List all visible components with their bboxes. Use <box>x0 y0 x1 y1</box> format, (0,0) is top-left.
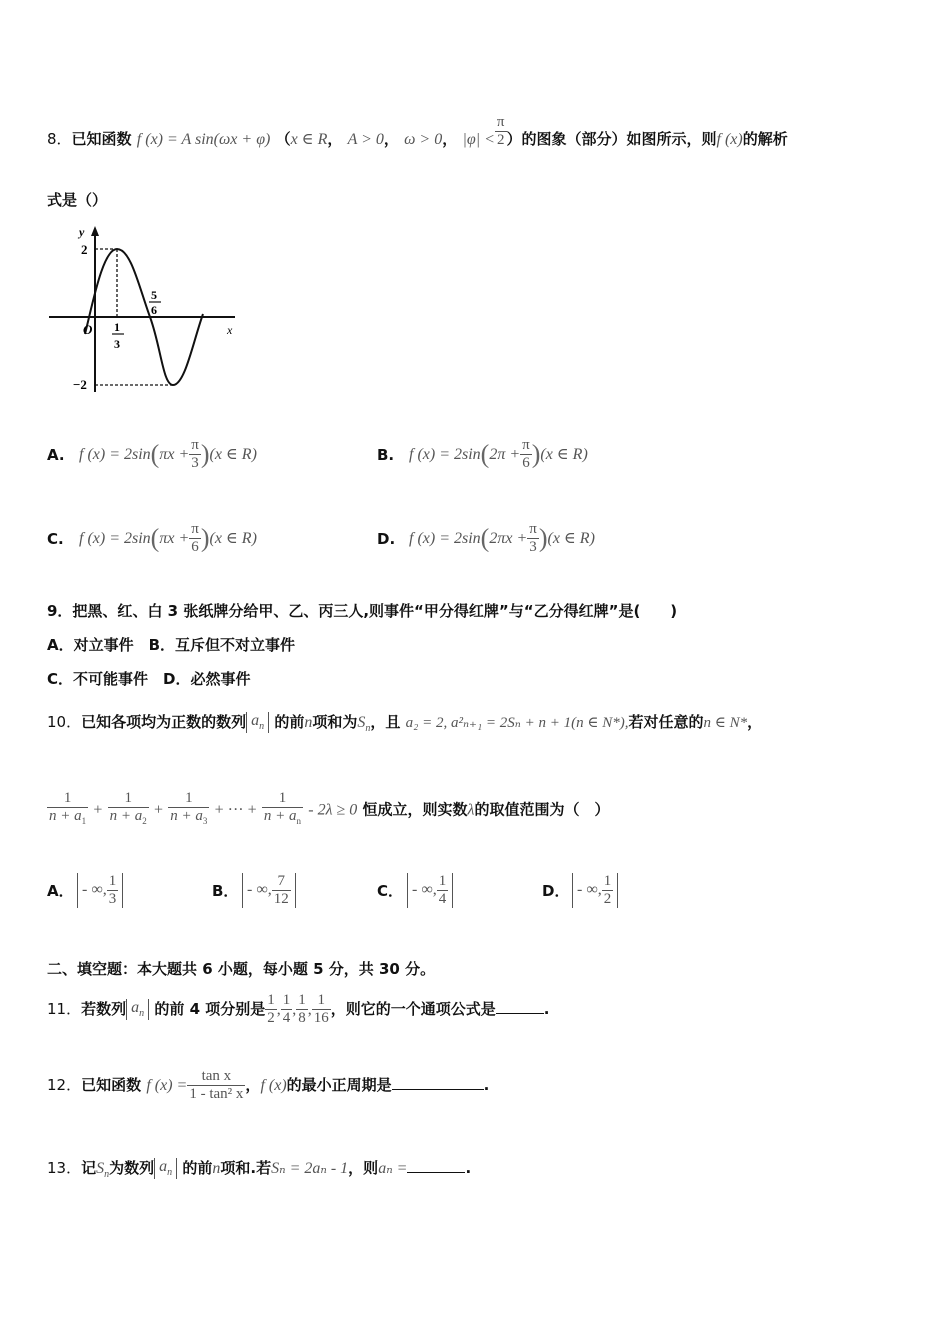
q8-line1: 8．已知函数 f (x) = A sin(ωx + φ) （x ∈ R， A > 0， ω > 0， |φ| < $\frac{\pi}{2}$ ）的图象（部分）如图所示，则f (x)的解析 <box>47 114 788 148</box>
tick-1-3-num: 1 <box>114 320 120 334</box>
tick-5-6-den: 6 <box>151 303 157 317</box>
q11-answer-blank[interactable] <box>496 1013 544 1014</box>
q10-option-d[interactable]: D． - ∞, $\frac{1}{2}$ <box>542 873 618 908</box>
q8-cond-a: A > 0 <box>347 131 384 148</box>
x-label: x <box>227 323 233 337</box>
y-axis-arrow <box>91 226 99 236</box>
tick-5-6-num: 5 <box>151 288 157 302</box>
q12-line: 12．已知函数 f (x) = $\frac{\text{tan x}}{\text{1 - tan² x}}$ ，f (x)的最小正周期是 . <box>47 1068 490 1102</box>
q8-pi-over-2: $\frac{\pi}{2}$ <box>496 114 505 148</box>
q10-line2: $\frac{1}{n + a_1}$ + $\frac{1}{n + a_2}$ + $\frac{1}{n + a_3}$ + ··· + $\frac{1}{n + a_n}$ - 2λ ≥ 0 恒成立，则实数λ的取值范围为（ ） <box>47 790 609 830</box>
q8-line2: 式是（） <box>47 191 108 209</box>
origin-label: O <box>83 322 93 337</box>
q10-seq-an: $a_n$ <box>246 712 269 732</box>
q8-option-d[interactable]: D. f (x) = 2sin(2πx + $\frac{\pi}{3}$ )(x ∈ R) <box>377 521 595 555</box>
q10-line1: 10．已知各项均为正数的数列 $a_n$ 的前n项和为$S_n$，且 a₂ = 2, a²ₙ₊₁ = 2Sₙ + n + 1(n ∈ N*),若对任意的n ∈ N*， <box>47 712 763 735</box>
q13-answer-blank[interactable] <box>407 1172 465 1173</box>
q12-fraction: $\frac{\text{tan x}}{\text{1 - tan² x}}$ <box>189 1068 244 1102</box>
q8-fx: f (x) <box>716 131 743 148</box>
y-min-label: −2 <box>73 377 87 392</box>
sum-term-1: $\frac{1}{n + a_1}$ <box>47 790 88 830</box>
q10-condition: a₂ = 2, a²ₙ₊₁ = 2Sₙ + n + 1 <box>405 715 572 731</box>
q9-stem: 9．把黑、红、白 3 张纸牌分给甲、乙、丙三人,则事件“甲分得红牌”与“乙分得红牌”是( ) <box>47 602 678 620</box>
section-2-heading: 二、填空题：本大题共 6 小题，每小题 5 分，共 30 分。 <box>47 960 436 978</box>
q8-function-expr: f (x) = A sin(ωx + φ) <box>136 131 271 148</box>
q8-option-a[interactable]: A. f (x) = 2sin(πx + $\frac{\pi}{3}$ )(x ∈ R) <box>47 437 257 471</box>
q10-option-a[interactable]: A． - ∞, $\frac{1}{3}$ <box>47 873 123 908</box>
q8-sine-graph <box>45 222 245 397</box>
q8-option-b[interactable]: B. f (x) = 2sin(2π + $\frac{\pi}{6}$ )(x ∈ R) <box>377 437 588 471</box>
q9-options-row2[interactable]: C．不可能事件 D．必然事件 <box>47 670 251 688</box>
sum-term-3: $\frac{1}{n + a_3}$ <box>168 790 209 830</box>
q8-cond-domain: x ∈ R <box>290 131 328 148</box>
q8-number: 8． <box>47 130 72 148</box>
q9-options-row1[interactable]: A．对立事件 B．互斥但不对立事件 <box>47 636 296 654</box>
y-label: y <box>79 225 85 239</box>
sum-term-n: $\frac{1}{n + a_n}$ <box>262 790 303 830</box>
q11-line: 11．若数列 $a_n$ 的前 4 项分别是 $\frac{1}{2}$ , $\frac{1}{4}$ , $\frac{1}{8}$ , $\frac{1}{16}$ ，则它的一个通项公式是 . <box>47 992 550 1026</box>
q12-answer-blank[interactable] <box>392 1089 484 1090</box>
y-max-label: 2 <box>81 242 88 257</box>
q8-cond-omega: ω > 0 <box>404 131 443 148</box>
q8-option-c[interactable]: C. f (x) = 2sin(πx + $\frac{\pi}{6}$ )(x ∈ R) <box>47 521 257 555</box>
q8-cond-phi: |φ| < <box>462 131 495 148</box>
q10-option-b[interactable]: B． - ∞, $\frac{7}{12}$ <box>212 873 296 908</box>
q13-line: 13．记$S_n$为数列 $a_n$ 的前n项和.若Sₙ = 2aₙ - 1，则aₙ = . <box>47 1158 472 1181</box>
sum-term-2: $\frac{1}{n + a_2}$ <box>108 790 149 830</box>
tick-1-3-den: 3 <box>114 337 120 351</box>
q10-option-c[interactable]: C． - ∞, $\frac{1}{4}$ <box>377 873 453 908</box>
